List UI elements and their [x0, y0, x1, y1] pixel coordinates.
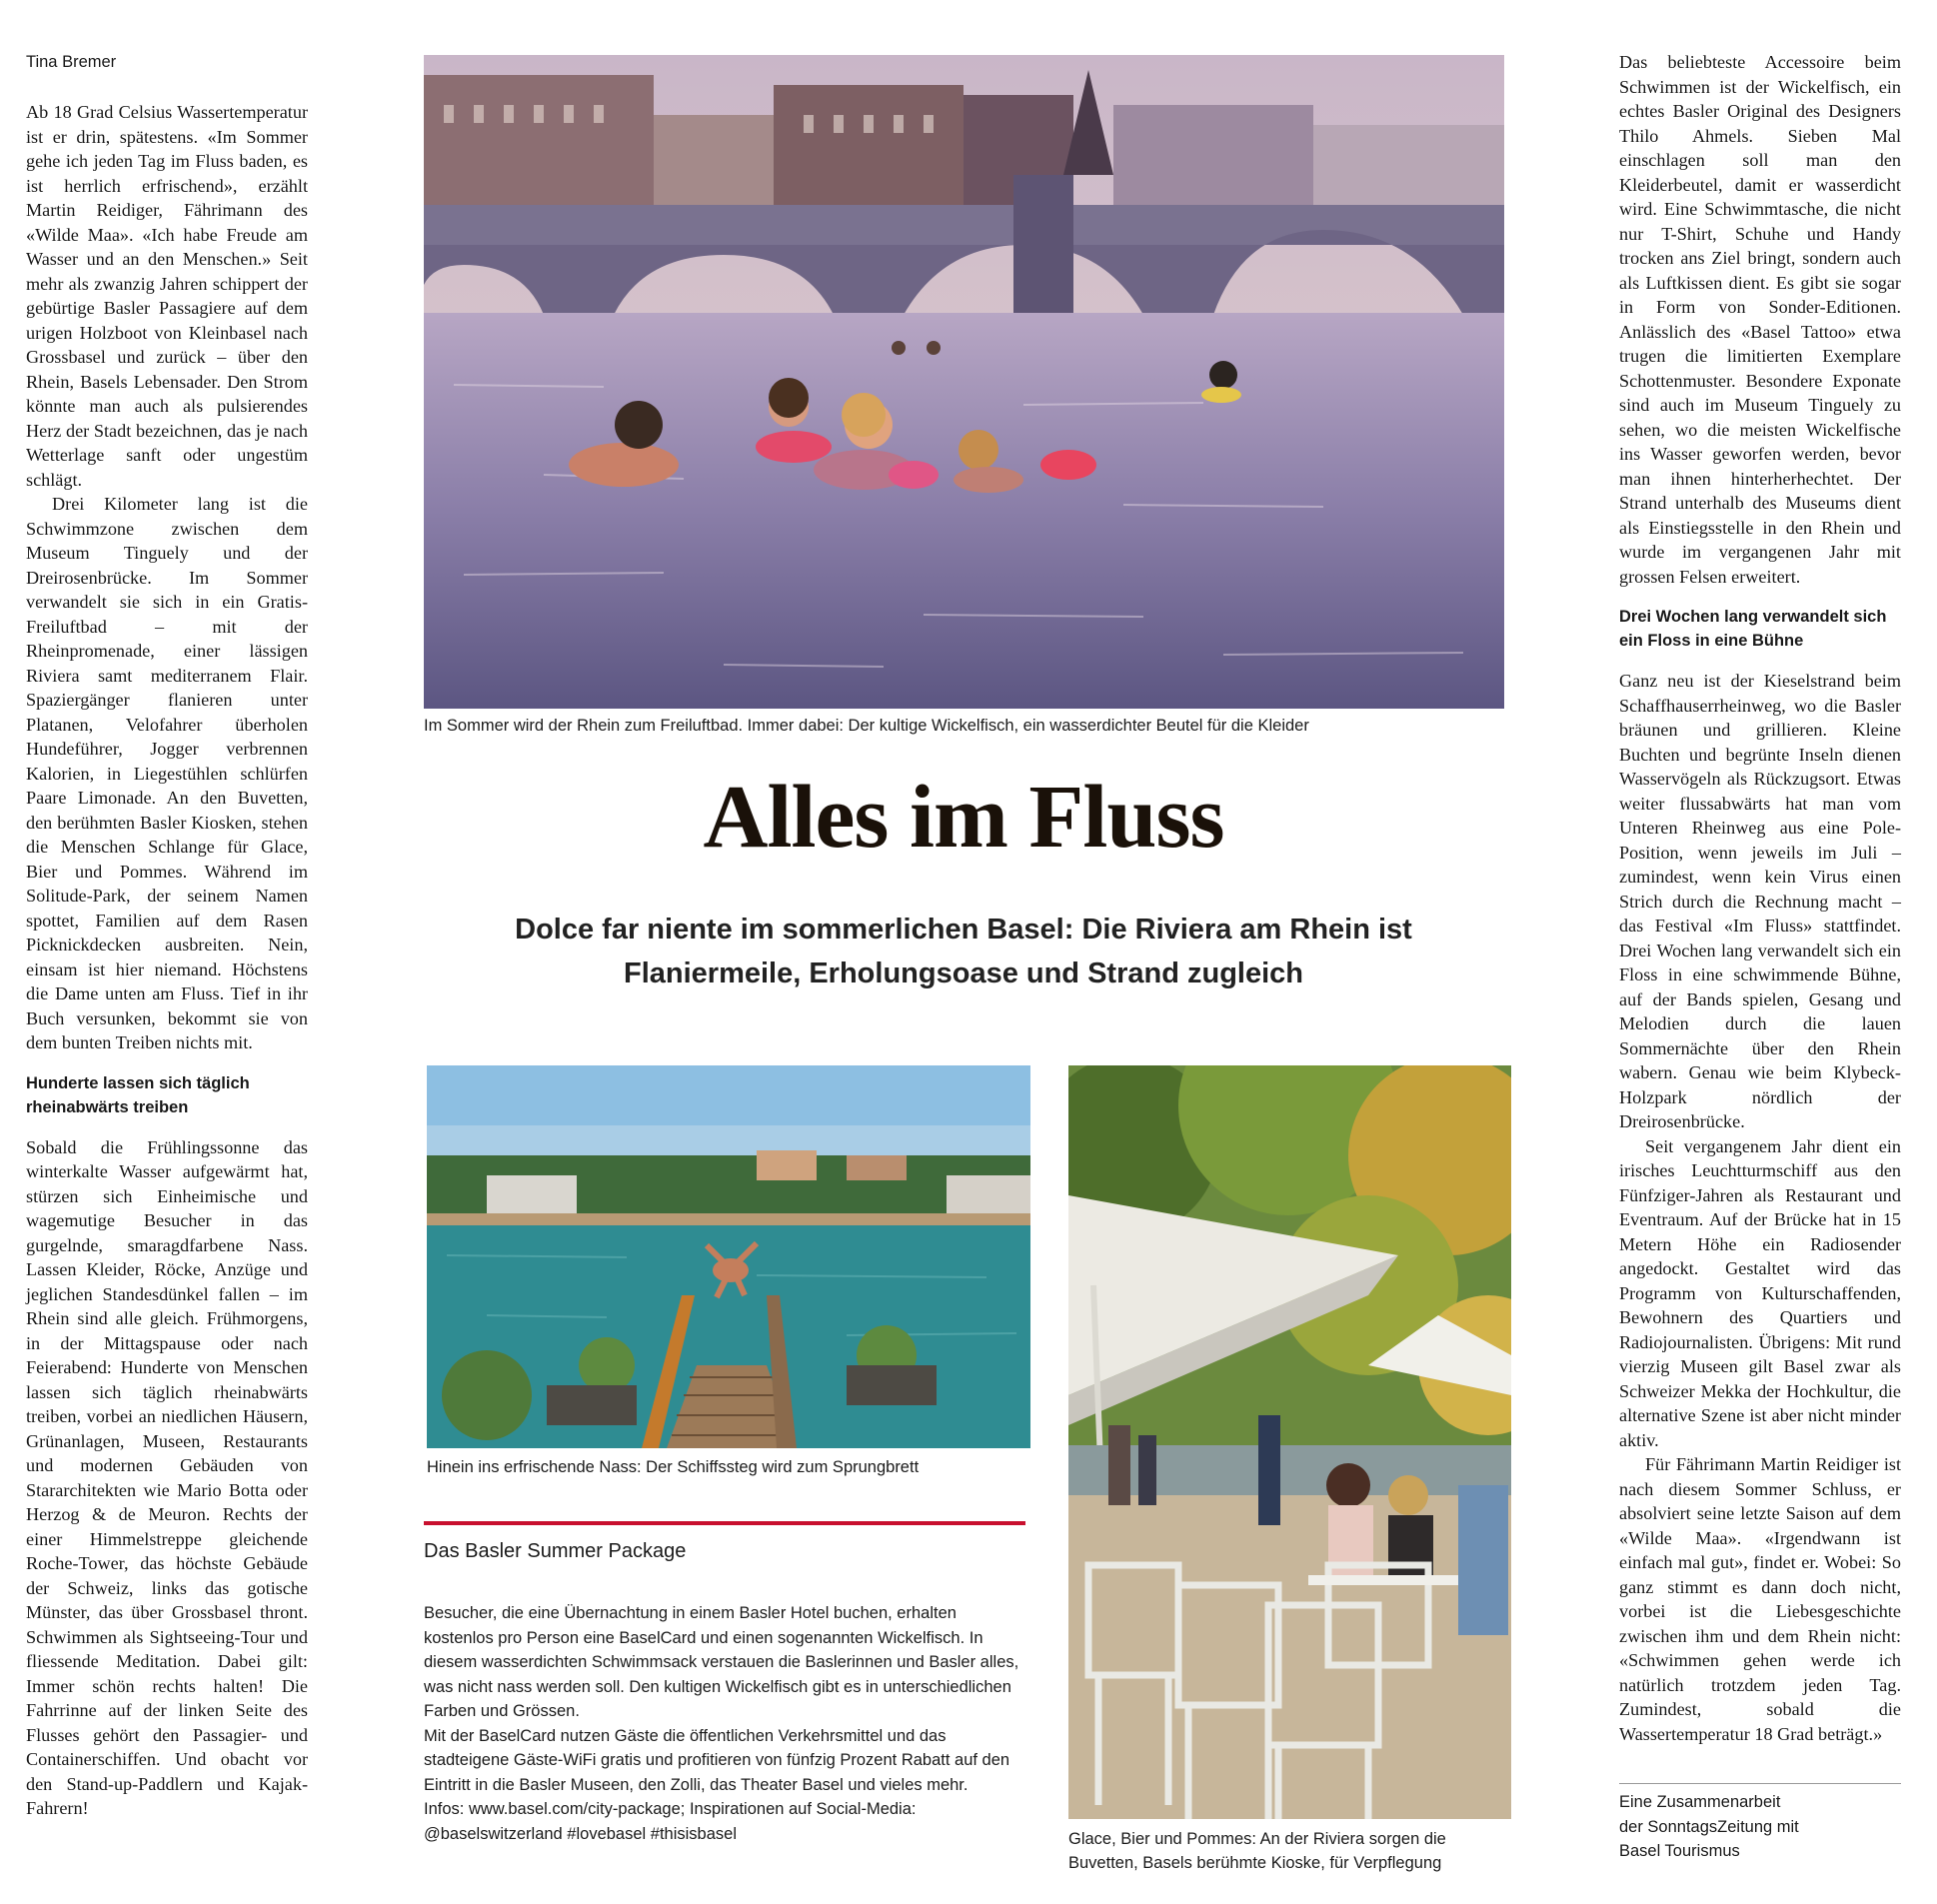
- article-title: Alles im Fluss: [703, 768, 1224, 867]
- info-box-paragraph-3: Infos: www.basel.com/city-package; Inspirationen auf Social-Media: @baselswitzerland #lovebasel #thisisbasel: [424, 1800, 917, 1843]
- left-paragraph-3: Sobald die Frühlingssonne das winterkalte Wasser aufgewärmt hat, stürzen sich Einheimische und wagemutige Besucher in das gurgelnde, smaragdfarbene Nass. Lassen Kleider, Röcke, Anzüge und jeglichen Standesdünkel fallen – im Rhein sind alle gleich. Frühmorgens, in der Mittagspause oder nach Feierabend: Hunderte von Menschen lassen sich täglich rheinabwärts treiben, vorbei an niedlichen Häusern, Grünanlagen, Museen, Restaurants und modernen Gebäuden von Stararchitekten wie Mario Botta oder Herzog & de Meuron. Rechts der einer Himmelstreppe gleichende Roche-Tower, das höchste Gebäude der Schweiz, links das gotische Münster, das über Grossbasel thront. Schwimmen als Sightseeing-Tour und fliessende Meditation. Dabei gilt: Immer schön rechts halten! Die Fahrrinne auf der linken Seite des Flusses gehört den Passagier- und Containerschiffen. Und obacht vor den Stand-up-Paddlern und Kajak-Fahrern!: [26, 1136, 308, 1818]
- author-byline: Tina Bremer: [26, 53, 117, 71]
- info-box-rule: [424, 1521, 1025, 1525]
- caption-jump-photo: Hinein ins erfrischende Nass: Der Schiffssteg wird zum Sprungbrett: [427, 1458, 920, 1476]
- left-column: [26, 50, 308, 1821]
- right-paragraph-1: Das beliebteste Accessoire beim Schwimmen ist der Wickelfisch, ein echtes Basler Original des Designers Thilo Ahmels. Sieben Mal einschlagen soll man den Kleiderbeutel, damit er wasserdicht wird. Eine Schwimmtasche, die nicht nur T-Shirt, Schuhe und Handy trocken ans Ziel bringt, sondern auch als Luftkissen dient. Es gibt sie sogar in Form von Sonder-Editionen. Anlässlich des «Basel Tattoo» etwa trugen die limitierten Exemplare Schottenmuster. Besondere Exponate sind auch im Museum Tinguely zu sehen, wo die meisten Wickelfische ins Wasser geworfen werden, bevor man ihnen hinterherhechtet. Der Strand unterhalb des Museums dient als Einstiegsstelle in den Rhein und wurde im vergangenen Jahr mit grossen Felsen erweitert.: [1619, 52, 1901, 587]
- right-paragraph-4: Für Fährimann Martin Reidiger ist nach diesem Sommer Schluss, er absolviert seine letzte Saison auf dem «Wilde Maa». «Irgendwann ist einfach mal gut», findet er. Wobei: So ganz stimmt es dann doch nicht, vorbei ist die Liebesgeschichte zwischen ihm und dem Rhein nicht: «Schwimmen gehen werde ich natürlich trotzdem jeden Tag. Zumindest, sobald die Wassertemperatur 18 Grad beträgt.»: [1619, 1454, 1901, 1744]
- credit-line-2: der SonntagsZeitung mit: [1619, 1817, 1799, 1836]
- article-subtitle: Dolce far niente im sommerlichen Basel: Die Riviera am Rhein ist Flaniermeile, Erholungsoase und Strand zugleich: [515, 914, 1412, 989]
- photo-riviera-cafe: [1068, 1065, 1511, 1819]
- right-paragraph-2: Ganz neu ist der Kieselstrand beim Schaffhauserrheinweg, wo die Basler bräunen und grillieren. Kleine Buchten und begrünte Inseln dienen Wasservögeln als Rückzugsort. Etwas weiter flussabwärts hat man vom Unteren Rheinweg aus eine Pole-Position, wenn jeweils im Juli – zumindest, wenn kein Virus einen Strich durch die Rechnung macht – das Festival «Im Fluss» stattfindet. Drei Wochen lang verwandelt sich ein Floss in eine schwimmende Bühne, auf der Bands spielen, Gesang und Melodien durch die lauen Sommernächte über den Rhein wabern. Genau wie beim Klybeck-Holzpark nördlich der Dreirosenbrücke.: [1619, 671, 1901, 1131]
- left-paragraph-2: Drei Kilometer lang ist die Schwimmzone zwischen dem Museum Tinguely und der Dreirosenbrücke. Im Sommer verwandelt sie sich in ein Gratis-Freiluftbad – mit der Rheinpromenade, einer lässigen Riviera samt mediterranem Flair. Spaziergänger flanieren unter Platanen, Velofahrer überholen Hundeführer, Jogger verbrennen Kalorien, in Liegestühlen schlürfen Paare Limonade. An den Buvetten, den berühmten Basler Kiosken, stehen die Menschen Schlange für Glace, Bier und Pommes. Während im Solitude-Park, der seinem Namen spottet, Familien auf dem Rasen Picknickdecken ausbreiten. Nein, einsam ist hier niemand. Höchstens die Dame unten am Fluss. Tief in ihr Buch versunken, bekommt sie von dem bunten Treiben nichts mit.: [26, 494, 308, 1052]
- info-box: [424, 1521, 1025, 1846]
- credit-line-3: Basel Tourismus: [1619, 1842, 1740, 1860]
- info-box-paragraph-1: Besucher, die eine Übernachtung in einem Basler Hotel buchen, erhalten kostenlos pro Person eine BaselCard und einen sogenannten Wickelfisch. In diesem wasserdichten Schwimmsack verstauen die Baslerinnen und Basler alles, was nicht nass werden soll. Den kultigen Wickelfisch gibt es in unterschiedlichen Farben und Grössen.: [424, 1604, 1019, 1720]
- left-subheading: Hunderte lassen sich täglich rheinabwärts treiben: [26, 1073, 250, 1116]
- credit-note: [1619, 1783, 1901, 1864]
- caption-top-photo: Im Sommer wird der Rhein zum Freiluftbad. Immer dabei: Der kultige Wickelfisch, ein wasserdichter Beutel für die Kleider: [424, 717, 1309, 735]
- left-paragraph-1: Ab 18 Grad Celsius Wassertemperatur ist er drin, spätestens. «Im Sommer gehe ich jeden Tag im Fluss baden, es ist herrlich erfrischend», erzählt Martin Reidiger, Fährimann des «Wilde Maa». «Ich habe Freude am Wasser und an den Menschen.» Seit mehr als zwanzig Jahren schippert der gebürtige Basler Passagiere auf dem urigen Holzboot von Kleinbasel nach Grossbasel und zurück – über den Rhein, Basels Lebensader. Den Strom könnte man auch als pulsierendes Herz der Stadt bezeichnen, das je nach Wetterlage sanft oder ungestüm schlägt.: [26, 102, 308, 490]
- photo-jetty-jump: [427, 1065, 1030, 1448]
- right-paragraph-3: Seit vergangenem Jahr dient ein irisches Leuchtturmschiff aus den Fünfziger-Jahren als Restaurant und Eventraum. Auf der Brücke hat in 15 Metern Höhe ein Radiosender angedockt. Gestaltet wird das Programm von Kulturschaffenden, Bewohnern des Quartiers und Radiojournalisten. Übrigens: Mit rund vierzig Museen gilt Basel zwar als Schweizer Mekka der Hochkultur, die alternative Szene ist aber nicht minder aktiv.: [1619, 1135, 1901, 1450]
- info-box-paragraph-2: Mit der BaselCard nutzen Gäste die öffentlichen Verkehrsmittel und das stadteigene Gäste-WiFi gratis und profitieren von fünfzig Prozent Rabatt auf den Eintritt in die Basler Museen, den Zolli, das Theater Basel und vieles mehr.: [424, 1726, 1010, 1794]
- info-box-title: Das Basler Summer Package: [424, 1540, 687, 1562]
- photo-rhine-swimmers: [424, 55, 1504, 709]
- right-column: [1619, 50, 1901, 1746]
- credit-line-1: Eine Zusammenarbeit: [1619, 1793, 1781, 1811]
- right-subheading: Drei Wochen lang verwandelt sich ein Floss in eine Bühne: [1619, 608, 1887, 650]
- caption-cafe-photo: [1068, 1827, 1511, 1875]
- caption-cafe-text: Glace, Bier und Pommes: An der Riviera sorgen die Buvetten, Basels berühmte Kioske, für Verpflegung: [1068, 1830, 1446, 1872]
- info-box-body: [424, 1601, 1025, 1846]
